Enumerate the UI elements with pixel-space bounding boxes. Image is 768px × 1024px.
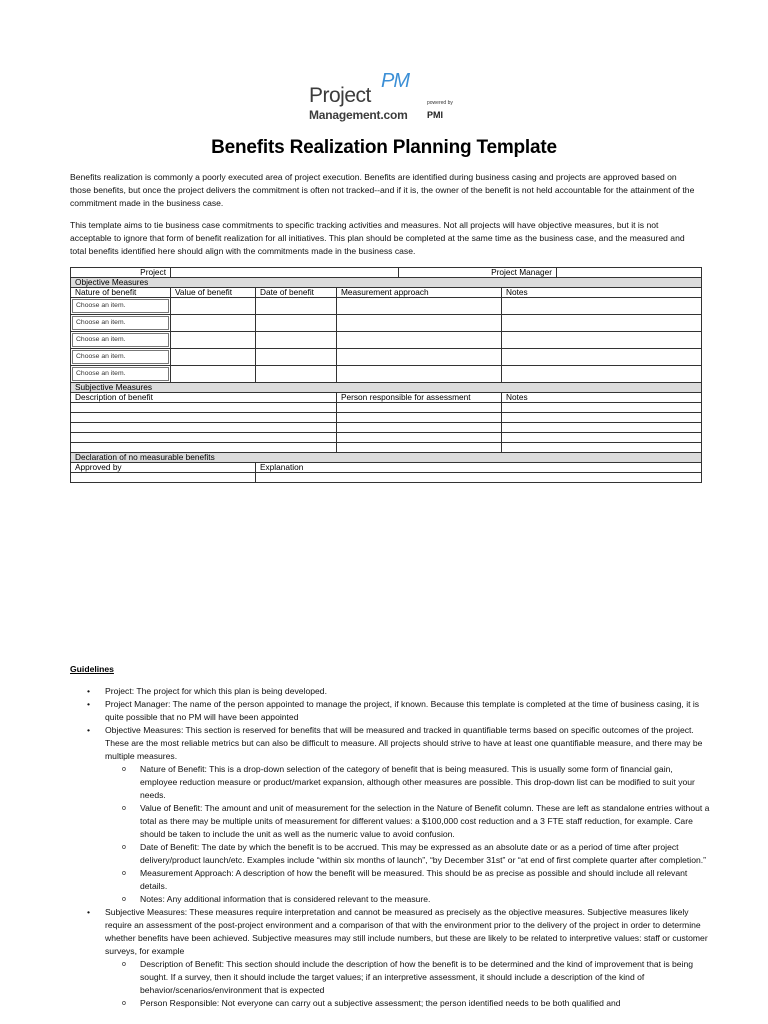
col-approved-by: Approved by [71,463,256,473]
col-subjective-notes: Notes [502,393,702,403]
declaration-column-headers [71,463,702,473]
guideline-item: • Objective Measures: This section is reserved for benefits that will be measured and tracked in quantifiable terms based on specific outcomes of the project. These are the most reliable metrics but can also be difficult to measure. All projects should strive to have at least one quantifiable measure, and there may be multiple measures. [87,725,703,761]
date-cell[interactable] [256,366,337,383]
col-value-of-benefit: Value of benefit [171,288,256,298]
circle-bullet-icon: o [122,896,126,903]
guideline-subitem: o Nature of Benefit: This is a drop-down selection of the category of benefit that is being measured. This is usually some form of financial gain, employee reduction measure or product/market expansion, although other measures are possible. This drop-down list can be modified to suit your needs. [122,764,695,800]
page-title: Benefits Realization Planning Template [211,137,557,158]
subjective-row [71,403,702,413]
intro-paragraph-2: This template aims to tie business case commitments to specific tracking activities and measures. Not all projects will have objective measures, but it is not acceptable to ignore that form of benefit realization for all initiatives. This plan should be completed at the same time as the business case, and the measured and total benefits identified here should align with the commitments made in the business case. [70,220,685,256]
approach-cell[interactable] [337,298,502,315]
benefits-form-table [70,267,702,483]
subjective-row [71,413,702,423]
bullet-icon: • [87,699,91,709]
subjective-row [71,443,702,453]
date-cell[interactable] [256,298,337,315]
col-measurement-approach: Measurement approach [337,288,502,298]
logo-powered-by: powered by [427,100,453,106]
objective-section-header: Objective Measures [71,278,702,288]
project-manager-field[interactable] [557,268,702,278]
circle-bullet-icon: o [122,844,126,851]
objective-row [71,332,702,349]
date-cell[interactable] [256,349,337,366]
guideline-subitem: o Date of Benefit: The date by which the benefit is to be accrued. This may be expressed as an absolute date or as a period of time after project delivery/product launch/etc. Examples include “within six months of launch”, “by December 31st” or “at end of first complete quarter after completion.” [122,842,707,865]
objective-row [71,298,702,315]
guideline-subitem: o Description of Benefit: This section should include the description of how the benefit is to be determined and the kind of improvement that is being sought. If a survey, then it should include the target values; if an interpretive assessment, it should include a description of the kind of behavior/scenarios/environment that is expected [122,959,694,995]
project-field[interactable] [171,268,399,278]
value-cell[interactable] [171,349,256,366]
guideline-item: • Project: The project for which this plan is being developed. [87,686,327,696]
guideline-item: • Subjective Measures: These measures require interpretation and cannot be measured as precisely as the objective measures. Subjective measures likely require an assessment of the post-project environment and a comparison of that with the environment prior to the delivery of the project in order to determine whether benefits have been achieved. Subjective measures may still include numbers, but these are likely to be related to interpretive values: staff or customer surveys, for example [87,907,708,956]
date-cell[interactable] [256,332,337,349]
circle-bullet-icon: o [122,805,126,812]
col-date-of-benefit: Date of benefit [256,288,337,298]
notes-cell[interactable] [502,298,702,315]
notes-cell[interactable] [502,315,702,332]
col-person-responsible: Person responsible for assessment [337,393,502,403]
nature-of-benefit-dropdown[interactable]: Choose an item. [72,367,169,381]
approach-cell[interactable] [337,332,502,349]
objective-row [71,366,702,383]
nature-of-benefit-dropdown[interactable]: Choose an item. [72,333,169,347]
subjective-section-header: Subjective Measures [71,383,702,393]
col-nature-of-benefit: Nature of benefit [71,288,171,298]
col-description-of-benefit: Description of benefit [71,393,337,403]
circle-bullet-icon: o [122,1000,126,1007]
projectmanagement-logo [309,70,465,126]
guideline-subitem: o Value of Benefit: The amount and unit of measurement for the selection in the Nature of Benefit column. These are left as standalone entries without a total as there may be multiple units of measurement for different values: a $100,000 cost reduction and a 3 FTE staff reduction, for example. Care should be taken to include the unit as well as the numeric value to avoid confusion. [122,803,710,839]
project-manager-label: Project Manager [399,268,557,278]
objective-row [71,349,702,366]
bullet-icon: • [87,907,91,917]
guideline-item: • Project Manager: The name of the person appointed to manage the project, if known. Because this template is completed at the time of business casing, it is quite possible that no PM will have been appointed [87,699,700,722]
value-cell[interactable] [171,298,256,315]
guidelines-title: Guidelines [70,664,114,674]
objective-row [71,315,702,332]
guideline-subitem: o Measurement Approach: A description of how the benefit will be measured. This should be as precise as possible and should include all relevant details. [122,868,688,891]
value-cell[interactable] [171,366,256,383]
intro-paragraph-1: Benefits realization is commonly a poorly executed area of project execution. Benefits are identified during business casing and projects are approved based on those benefits, but once the project delivers the commitment is often not tracked--and if it is, the owner of the benefit is not held accountable for the attainment of the commitment made in the business case. [70,172,695,208]
project-label: Project [71,268,171,278]
bullet-icon: • [87,725,91,735]
logo-word-management: Management.com [309,108,408,122]
notes-cell[interactable] [502,349,702,366]
approach-cell[interactable] [337,349,502,366]
nature-of-benefit-dropdown[interactable]: Choose an item. [72,316,169,330]
value-cell[interactable] [171,315,256,332]
bullet-icon: • [87,686,91,696]
guideline-subitem: o Notes: Any additional information that is considered relevant to the measure. [122,894,431,904]
circle-bullet-icon: o [122,870,126,877]
col-notes: Notes [502,288,702,298]
objective-column-headers [71,288,702,298]
subjective-row [71,433,702,443]
nature-of-benefit-dropdown[interactable]: Choose an item. [72,299,169,313]
notes-cell[interactable] [502,332,702,349]
nature-of-benefit-dropdown[interactable]: Choose an item. [72,350,169,364]
guideline-subitem: o Person Responsible: Not everyone can carry out a subjective assessment; the person identified needs to be both qualified and [122,998,621,1008]
notes-cell[interactable] [502,366,702,383]
circle-bullet-icon: o [122,961,126,968]
logo-pmi: PMI [427,110,444,120]
guidelines-list [70,685,710,1010]
value-cell[interactable] [171,332,256,349]
date-cell[interactable] [256,315,337,332]
approach-cell[interactable] [337,315,502,332]
circle-bullet-icon: o [122,766,126,773]
col-explanation: Explanation [256,463,702,473]
declaration-section-header: Declaration of no measurable benefits [71,453,702,463]
logo-pm-mark: PM [381,70,409,92]
declaration-row [71,473,702,483]
logo-word-project: Project [309,84,371,107]
approach-cell[interactable] [337,366,502,383]
subjective-column-headers [71,393,702,403]
subjective-row [71,423,702,433]
project-row [71,268,702,278]
